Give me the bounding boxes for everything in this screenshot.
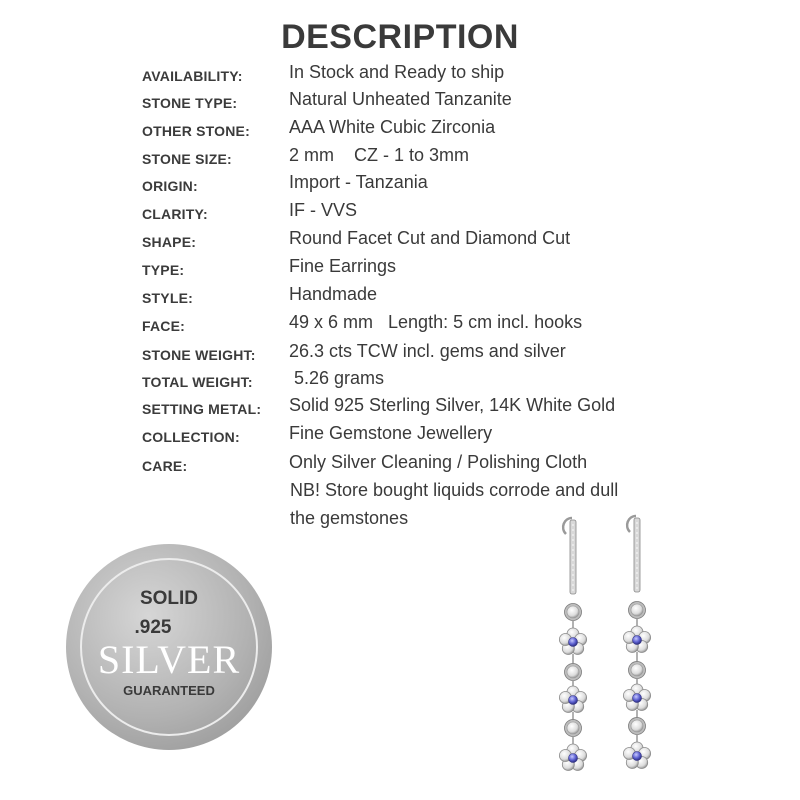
- spec-value: Only Silver Cleaning / Polishing Cloth: [289, 452, 588, 472]
- spec-label: AVAILABILITY:: [142, 68, 243, 84]
- care-note: NB! Store bought liquids corrode and dull: [290, 480, 619, 500]
- badge-silver-text: SILVER: [97, 637, 241, 682]
- spec-label: TOTAL WEIGHT:: [142, 374, 253, 390]
- spec-row: [0, 395, 800, 422]
- spec-value: In Stock and Ready to ship: [289, 62, 505, 82]
- spec-row: [0, 89, 800, 116]
- spec-value: 49 x 6 mm Length: 5 cm incl. hooks: [289, 312, 583, 332]
- spec-value: Round Facet Cut and Diamond Cut: [289, 228, 571, 248]
- spec-value: Natural Unheated Tanzanite: [289, 89, 512, 109]
- spec-row: [0, 256, 800, 283]
- spec-label: STYLE:: [142, 290, 193, 306]
- spec-value: IF - VVS: [289, 200, 358, 220]
- spec-label: CLARITY:: [142, 206, 208, 222]
- spec-value: 26.3 cts TCW incl. gems and silver: [289, 341, 566, 361]
- spec-label: SHAPE:: [142, 234, 197, 250]
- spec-value: 2 mm CZ - 1 to 3mm: [289, 145, 470, 165]
- spec-value: Solid 925 Sterling Silver, 14K White Gold: [289, 395, 616, 415]
- spec-label: STONE SIZE:: [142, 151, 232, 167]
- spec-row: [0, 341, 800, 368]
- spec-label: STONE TYPE:: [142, 95, 238, 111]
- spec-value: Fine Gemstone Jewellery: [289, 423, 493, 443]
- spec-row: [0, 423, 800, 450]
- spec-label: CARE:: [142, 458, 188, 474]
- spec-label: ORIGIN:: [142, 178, 198, 194]
- spec-value: 5.26 grams: [289, 368, 385, 388]
- spec-value: Handmade: [289, 284, 378, 304]
- spec-row: [0, 117, 800, 144]
- spec-row: [0, 284, 800, 311]
- badge-solid-text: SOLID: [139, 588, 199, 609]
- spec-row: [0, 200, 800, 227]
- earrings-image: [540, 508, 680, 798]
- badge-guaranteed-text: GUARANTEED: [123, 683, 215, 698]
- earring-left: [559, 518, 586, 771]
- spec-label: COLLECTION:: [142, 429, 240, 445]
- spec-row: [0, 228, 800, 255]
- spec-row: [0, 145, 800, 172]
- spec-label: FACE:: [142, 318, 185, 334]
- spec-label: SETTING METAL:: [142, 401, 262, 417]
- spec-row: [0, 172, 800, 199]
- spec-value: Import - Tanzania: [289, 172, 428, 192]
- spec-row: [0, 312, 800, 339]
- page-title: DESCRIPTION: [281, 18, 519, 56]
- spec-row: [0, 368, 800, 395]
- earring-right: [623, 516, 650, 769]
- spec-label: TYPE:: [142, 262, 185, 278]
- badge-925-text: .925: [134, 617, 172, 638]
- care-note: the gemstones: [290, 508, 409, 528]
- spec-value: Fine Earrings: [289, 256, 397, 276]
- spec-row: [0, 452, 800, 479]
- spec-row: [0, 62, 800, 89]
- spec-label: OTHER STONE:: [142, 123, 250, 139]
- spec-label: STONE WEIGHT:: [142, 347, 256, 363]
- spec-value: AAA White Cubic Zirconia: [289, 117, 496, 137]
